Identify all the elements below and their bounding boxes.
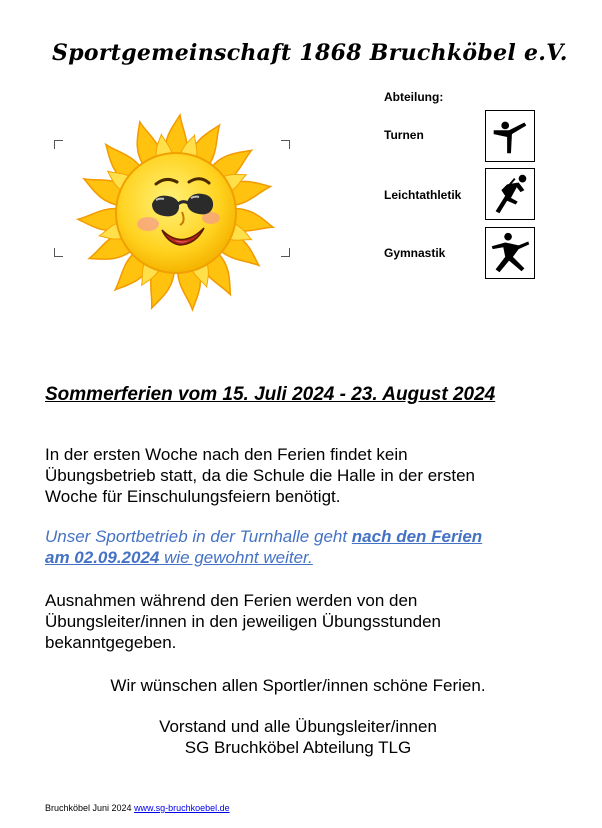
signature-line: SG Bruchköbel Abteilung TLG bbox=[184, 738, 412, 757]
holiday-headline: Sommerferien vom 15. Juli 2024 - 23. August 2024 bbox=[45, 384, 496, 405]
paragraph-exceptions bbox=[45, 590, 565, 653]
department-label-turnen: Turnen bbox=[384, 128, 424, 142]
crop-mark bbox=[281, 248, 290, 257]
crop-mark bbox=[54, 140, 63, 149]
club-title: Sportgemeinschaft 1868 Bruchkӧbel e.V. bbox=[52, 40, 568, 66]
website-link[interactable]: www.sg-bruchkoebel.de bbox=[134, 803, 230, 813]
footer-text: Bruchköbel Juni 2024 bbox=[45, 803, 135, 813]
gymnastik-pictogram-icon bbox=[485, 227, 535, 279]
paragraph-line: Woche für Einschulungsfeiern benötigt. bbox=[45, 487, 341, 506]
smiling-sun-with-sunglasses-icon bbox=[76, 112, 276, 314]
paragraph-line: Übungsleiter/innen in den jeweiligen Übungsstunden bbox=[45, 612, 441, 631]
department-label-leichtathletik: Leichtathletik bbox=[384, 188, 462, 202]
signature-line: Vorstand und alle Übungsleiter/innen bbox=[159, 717, 437, 736]
footer bbox=[45, 803, 230, 813]
leichtathletik-pictogram-icon bbox=[485, 168, 535, 220]
department-heading: Abteilung: bbox=[384, 90, 444, 104]
paragraph-line: In der ersten Woche nach den Ferien findet kein bbox=[45, 445, 408, 464]
restart-text: Unser Sportbetrieb in der Turnhalle geht bbox=[45, 527, 352, 546]
crop-mark bbox=[281, 140, 290, 149]
sun-illustration bbox=[54, 112, 290, 314]
crop-mark bbox=[54, 248, 63, 257]
holiday-wish: Wir wünschen allen Sportler/innen schöne Ferien. bbox=[110, 676, 486, 695]
turnen-pictogram-icon bbox=[485, 110, 535, 162]
paragraph-week-after-holidays bbox=[45, 444, 565, 507]
restart-emphasis: nach den Ferien bbox=[351, 527, 483, 546]
restart-text: wie gewohnt weiter. bbox=[159, 548, 313, 567]
paragraph-line: Übungsbetrieb statt, da die Schule die Halle in der ersten bbox=[45, 466, 475, 485]
paragraph-line: bekanntgegeben. bbox=[45, 633, 177, 652]
paragraph-restart-date bbox=[45, 526, 565, 568]
restart-date: am 02.09.2024 bbox=[45, 548, 160, 567]
department-label-gymnastik: Gymnastik bbox=[384, 246, 446, 260]
paragraph-line: Ausnahmen während den Ferien werden von den bbox=[45, 591, 418, 610]
paragraph-line bbox=[45, 526, 565, 547]
signature bbox=[0, 716, 596, 758]
paragraph-line bbox=[45, 547, 565, 568]
